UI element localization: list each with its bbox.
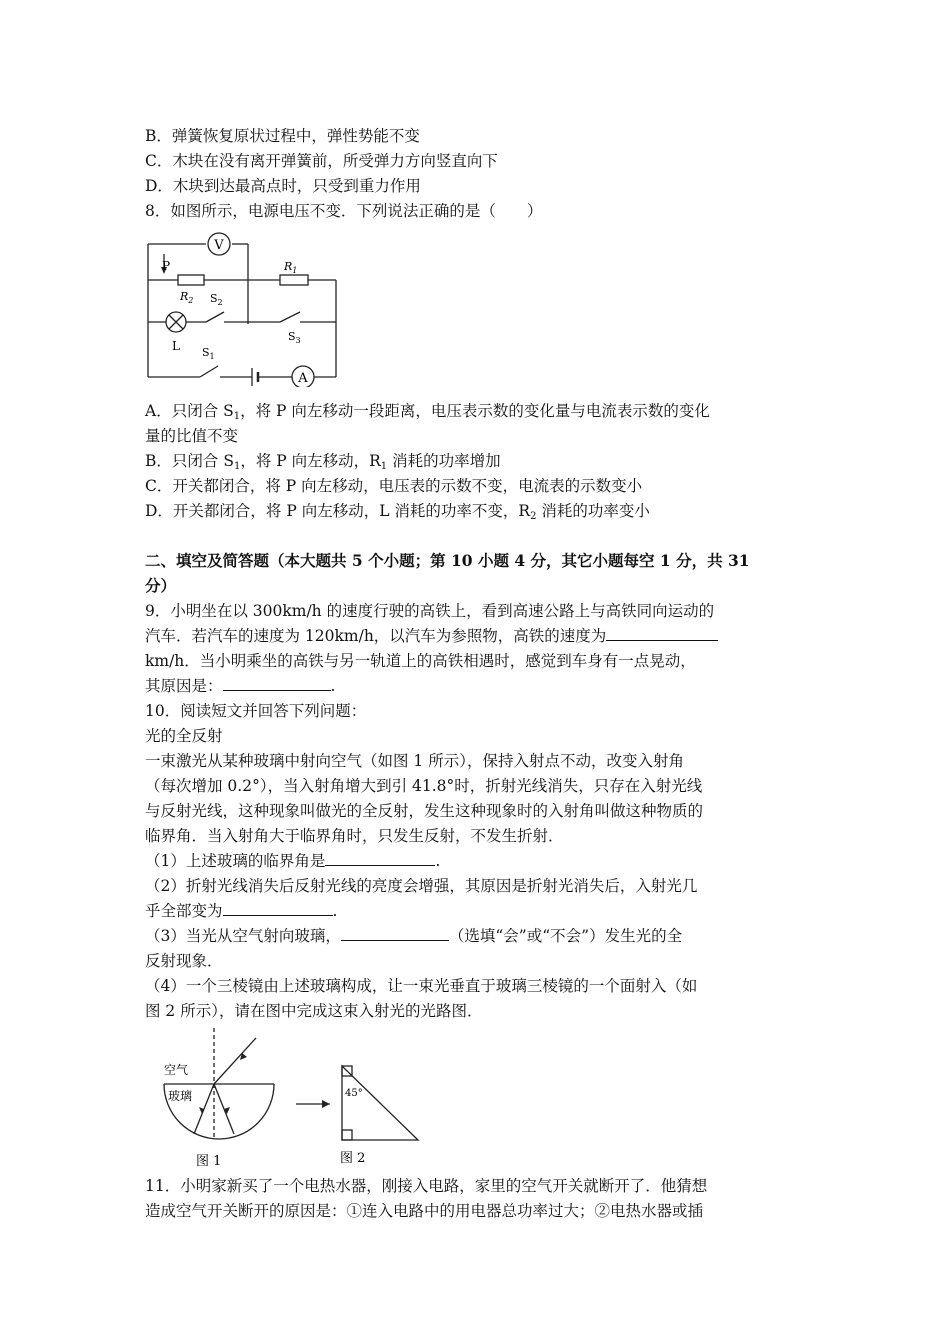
figure2-caption: 图 2: [340, 1151, 366, 1166]
q10-answer-blank-2[interactable]: [223, 901, 333, 916]
q7-option-d: D．木块到达最高点时，只受到重力作用: [145, 177, 421, 195]
q9-line2: 汽车．若汽车的速度为 120km/h，以汽车为参照物，高铁的速度为: [145, 626, 718, 646]
figure1-caption: 图 1: [196, 1154, 222, 1169]
q10-answer-blank-1[interactable]: [325, 851, 435, 866]
q7-option-c: C．木块在没有离开弹簧前，所受弹力方向竖直向下: [145, 152, 498, 170]
q8-option-a-line1: A．只闭合 $S_1$，将 P 向左移动一段距离，电压表示数的变化量与电流表示数的变化: [145, 402, 710, 422]
q10-sub4-line1: （4）一个三棱镜由上述玻璃构成，让一束光垂直于玻璃三棱镜的一个面射入（如: [145, 977, 698, 995]
q10-line6: 临界角．当入射角大于临界角时，只发生反射，不发生折射．: [145, 827, 564, 845]
r1-label: $R_1$: [284, 260, 298, 275]
q10-answer-blank-3[interactable]: [341, 926, 449, 941]
q9-line4: 其原因是： .: [145, 677, 336, 695]
q10-sub3-line2: 反射现象．: [145, 952, 223, 970]
glass-label: 玻璃: [168, 1089, 193, 1103]
s3-label: $S_3$: [288, 330, 301, 345]
q10-sub1: （1）上述玻璃的临界角是 .: [145, 852, 441, 870]
q8-stem: 8．如图所示，电源电压不变．下列说法正确的是（ ）: [145, 202, 543, 220]
s1-label: $S_1$: [202, 346, 215, 361]
q9-answer-blank-1[interactable]: [606, 626, 718, 641]
q8-option-b: B．只闭合 $S_1$，将 P 向左移动，$R_1$ 消耗的功率增加: [145, 452, 501, 472]
q8-option-d: D．开关都闭合，将 P 向左移动，L 消耗的功率不变，$R_2$ 消耗的功率变小: [145, 502, 650, 522]
ammeter-label: A: [298, 371, 308, 386]
q10-sub2-line1: （2）折射光线消失后反射光线的亮度会增强，其原因是折射光消失后，入射光几: [145, 877, 698, 895]
q8-option-a-line2: 量的比值不变: [145, 427, 239, 445]
angle-label: 45°: [345, 1088, 363, 1099]
s2-label: $S_2$: [210, 292, 223, 307]
air-label: 空气: [164, 1063, 189, 1077]
q10-line3: 一束激光从某种玻璃中射向空气（如图 1 所示），保持入射点不动，改变入射角: [145, 752, 684, 770]
q10-article-title: 光的全反射: [145, 727, 223, 745]
lamp-label: L: [172, 339, 180, 353]
q8-option-c: C．开关都闭合，将 P 向左移动，电压表的示数不变，电流表的示数变小: [145, 477, 643, 495]
optics-figures: [150, 1022, 440, 1170]
q10-sub3-line1: （3）当光从空气射向玻璃， （选填“会”或“不会”）发生光的全: [145, 927, 683, 945]
circuit-diagram: [140, 232, 350, 387]
q10-line1: 10．阅读短文并回答下列问题：: [145, 702, 367, 720]
q9-line3: km/h．当小明乘坐的高铁与另一轨道上的高铁相遇时，感觉到车身有一点晃动，: [145, 652, 696, 670]
section2-heading-line1: 二、填空及简答题（本大题共 5 个小题；第 10 小题 4 分，其它小题每空 1 分，共 31: [145, 551, 750, 570]
q10-line4: （每次增加 0.2°），当入射角增大到引 41.8°时，折射光线消失，只存在入射光线: [145, 777, 703, 795]
slider-label: P: [162, 259, 171, 273]
q9-answer-blank-2[interactable]: [223, 676, 331, 691]
q10-sub4-line2: 图 2 所示），请在图中完成这束入射光的光路图．: [145, 1002, 483, 1020]
q11-line2: 造成空气开关断开的原因是：①连入电路中的用电器总功率过大；②电热水器或插: [145, 1202, 704, 1220]
voltmeter-label: V: [214, 238, 224, 253]
q10-sub2-line2: 乎全部变为 .: [145, 902, 338, 920]
q11-line1: 11．小明家新买了一个电热水器，刚接入电路，家里的空气开关就断开了．他猜想: [145, 1177, 708, 1195]
section2-heading-line2: 分）: [145, 576, 177, 595]
r2-label: $R_2$: [180, 290, 194, 305]
q9-line1: 9．小明坐在以 300km/h 的速度行驶的高铁上，看到高速公路上与高铁同向运动的: [145, 602, 715, 620]
q10-line5: 与反射光线，这种现象叫做光的全反射，发生这种现象时的入射角叫做这种物质的: [145, 802, 704, 820]
q7-option-b: B．弹簧恢复原状过程中，弹性势能不变: [145, 127, 420, 145]
